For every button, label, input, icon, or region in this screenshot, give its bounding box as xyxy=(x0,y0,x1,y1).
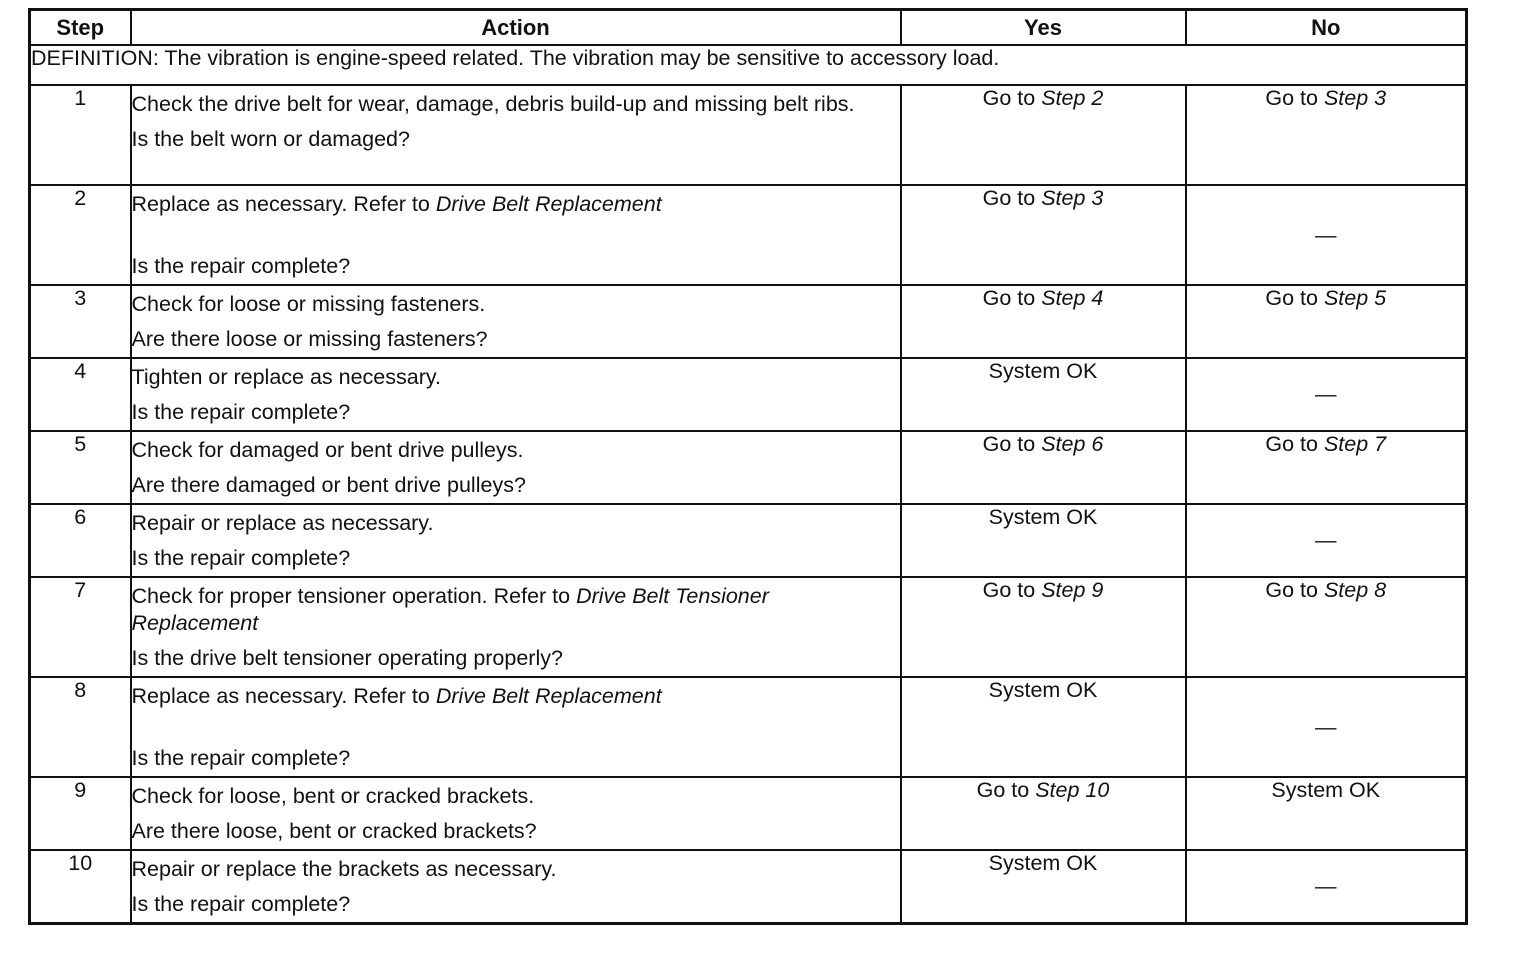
table-row xyxy=(30,504,1467,577)
no-target: Step 8 xyxy=(1323,578,1387,602)
action-cell xyxy=(131,285,901,358)
action-cell xyxy=(131,777,901,850)
header-row xyxy=(30,10,1467,46)
header-yes: Yes xyxy=(901,10,1186,46)
question-text: Is the drive belt tensioner operating properly? xyxy=(131,646,563,670)
question-text: Is the repair complete? xyxy=(131,746,351,770)
header-no: No xyxy=(1186,10,1467,46)
yes-cell: System OK xyxy=(901,677,1186,777)
header-action: Action xyxy=(131,10,901,46)
table-row xyxy=(30,850,1467,924)
yes-cell xyxy=(901,777,1186,850)
question-text: Is the repair complete? xyxy=(131,400,351,424)
question-text: Is the repair complete? xyxy=(131,254,351,278)
yes-cell: System OK xyxy=(901,504,1186,577)
action-text: Check for loose or missing fasteners. xyxy=(131,292,486,316)
action-text: Check for loose, bent or cracked brackets. xyxy=(131,784,535,808)
yes-target: Step 6 xyxy=(1041,432,1104,456)
action-cell xyxy=(131,358,901,431)
table-row xyxy=(30,677,1467,777)
yes-target: Step 4 xyxy=(1041,286,1104,310)
step-number: 4 xyxy=(30,358,131,431)
action-text xyxy=(132,186,900,218)
goto-prefix: Go to xyxy=(982,186,1042,210)
yes-cell: System OK xyxy=(901,850,1186,924)
no-cell: — xyxy=(1186,677,1467,777)
table-row xyxy=(30,431,1467,504)
yes-cell xyxy=(901,85,1186,185)
goto-prefix: Go to xyxy=(982,286,1042,310)
definition-text: DEFINITION: The vibration is engine-speed related. The vibration may be sensitive to accessory load. xyxy=(30,45,1467,85)
yes-cell xyxy=(901,431,1186,504)
table-row xyxy=(30,85,1467,185)
action-text xyxy=(132,578,900,637)
no-target: Step 7 xyxy=(1323,432,1387,456)
goto-prefix: Go to xyxy=(982,86,1042,110)
goto-prefix: Go to xyxy=(1265,286,1324,310)
step-number: 8 xyxy=(30,677,131,777)
action-cell xyxy=(131,850,901,924)
no-cell xyxy=(1186,85,1467,185)
step-number: 10 xyxy=(30,850,131,924)
reference-link: Drive Belt Replacement xyxy=(435,192,662,216)
action-cell xyxy=(131,85,901,185)
step-number: 6 xyxy=(30,504,131,577)
question-text: Is the belt worn or damaged? xyxy=(131,127,410,151)
action-lead: Replace as necessary. Refer to xyxy=(131,684,436,708)
action-cell xyxy=(131,677,901,777)
no-target: Step 3 xyxy=(1323,86,1387,110)
yes-cell xyxy=(901,285,1186,358)
action-cell xyxy=(131,577,901,677)
no-cell: — xyxy=(1186,850,1467,924)
yes-target: Step 9 xyxy=(1041,578,1104,602)
action-cell xyxy=(131,504,901,577)
question-text: Is the repair complete? xyxy=(131,546,351,570)
yes-target: Step 10 xyxy=(1035,778,1110,802)
yes-target: Step 3 xyxy=(1041,186,1104,210)
action-text xyxy=(132,678,900,710)
action-text: Check for damaged or bent drive pulleys. xyxy=(131,438,524,462)
yes-cell: System OK xyxy=(901,358,1186,431)
no-cell xyxy=(1186,577,1467,677)
step-number: 9 xyxy=(30,777,131,850)
action-text: Repair or replace the brackets as necessary. xyxy=(131,857,557,881)
question-text: Are there loose or missing fasteners? xyxy=(131,327,488,351)
question-text: Are there damaged or bent drive pulleys? xyxy=(131,473,526,497)
diagnostic-table xyxy=(28,8,1468,925)
reference-link: Drive Belt Replacement xyxy=(435,684,662,708)
action-text: Repair or replace as necessary. xyxy=(131,511,434,535)
question-text: Is the repair complete? xyxy=(131,892,351,916)
definition-row xyxy=(30,45,1467,85)
no-cell xyxy=(1186,431,1467,504)
goto-prefix: Go to xyxy=(1265,432,1324,456)
no-cell: — xyxy=(1186,358,1467,431)
action-lead: Check for proper tensioner operation. Refer to xyxy=(131,584,577,608)
goto-prefix: Go to xyxy=(976,778,1036,802)
step-number: 2 xyxy=(30,185,131,285)
table-row xyxy=(30,358,1467,431)
question-text: Are there loose, bent or cracked brackets? xyxy=(131,819,537,843)
table-row xyxy=(30,577,1467,677)
step-number: 5 xyxy=(30,431,131,504)
table-row xyxy=(30,285,1467,358)
no-cell: — xyxy=(1186,185,1467,285)
action-text: Check the drive belt for wear, damage, debris build-up and missing belt ribs. xyxy=(131,92,855,116)
no-cell: — xyxy=(1186,504,1467,577)
yes-cell xyxy=(901,577,1186,677)
yes-cell xyxy=(901,185,1186,285)
step-number: 3 xyxy=(30,285,131,358)
table-row xyxy=(30,777,1467,850)
goto-prefix: Go to xyxy=(982,432,1042,456)
yes-target: Step 2 xyxy=(1041,86,1104,110)
no-target: Step 5 xyxy=(1323,286,1387,310)
action-text: Tighten or replace as necessary. xyxy=(131,365,442,389)
goto-prefix: Go to xyxy=(1265,86,1324,110)
header-step: Step xyxy=(30,10,131,46)
goto-prefix: Go to xyxy=(1265,578,1324,602)
table-row xyxy=(30,185,1467,285)
action-cell xyxy=(131,431,901,504)
no-cell xyxy=(1186,285,1467,358)
step-number: 7 xyxy=(30,577,131,677)
action-cell xyxy=(131,185,901,285)
no-cell: System OK xyxy=(1186,777,1467,850)
step-number: 1 xyxy=(30,85,131,185)
reference-link: Drive Belt Tensioner Replacement xyxy=(131,584,769,635)
goto-prefix: Go to xyxy=(982,578,1042,602)
action-lead: Replace as necessary. Refer to xyxy=(131,192,436,216)
